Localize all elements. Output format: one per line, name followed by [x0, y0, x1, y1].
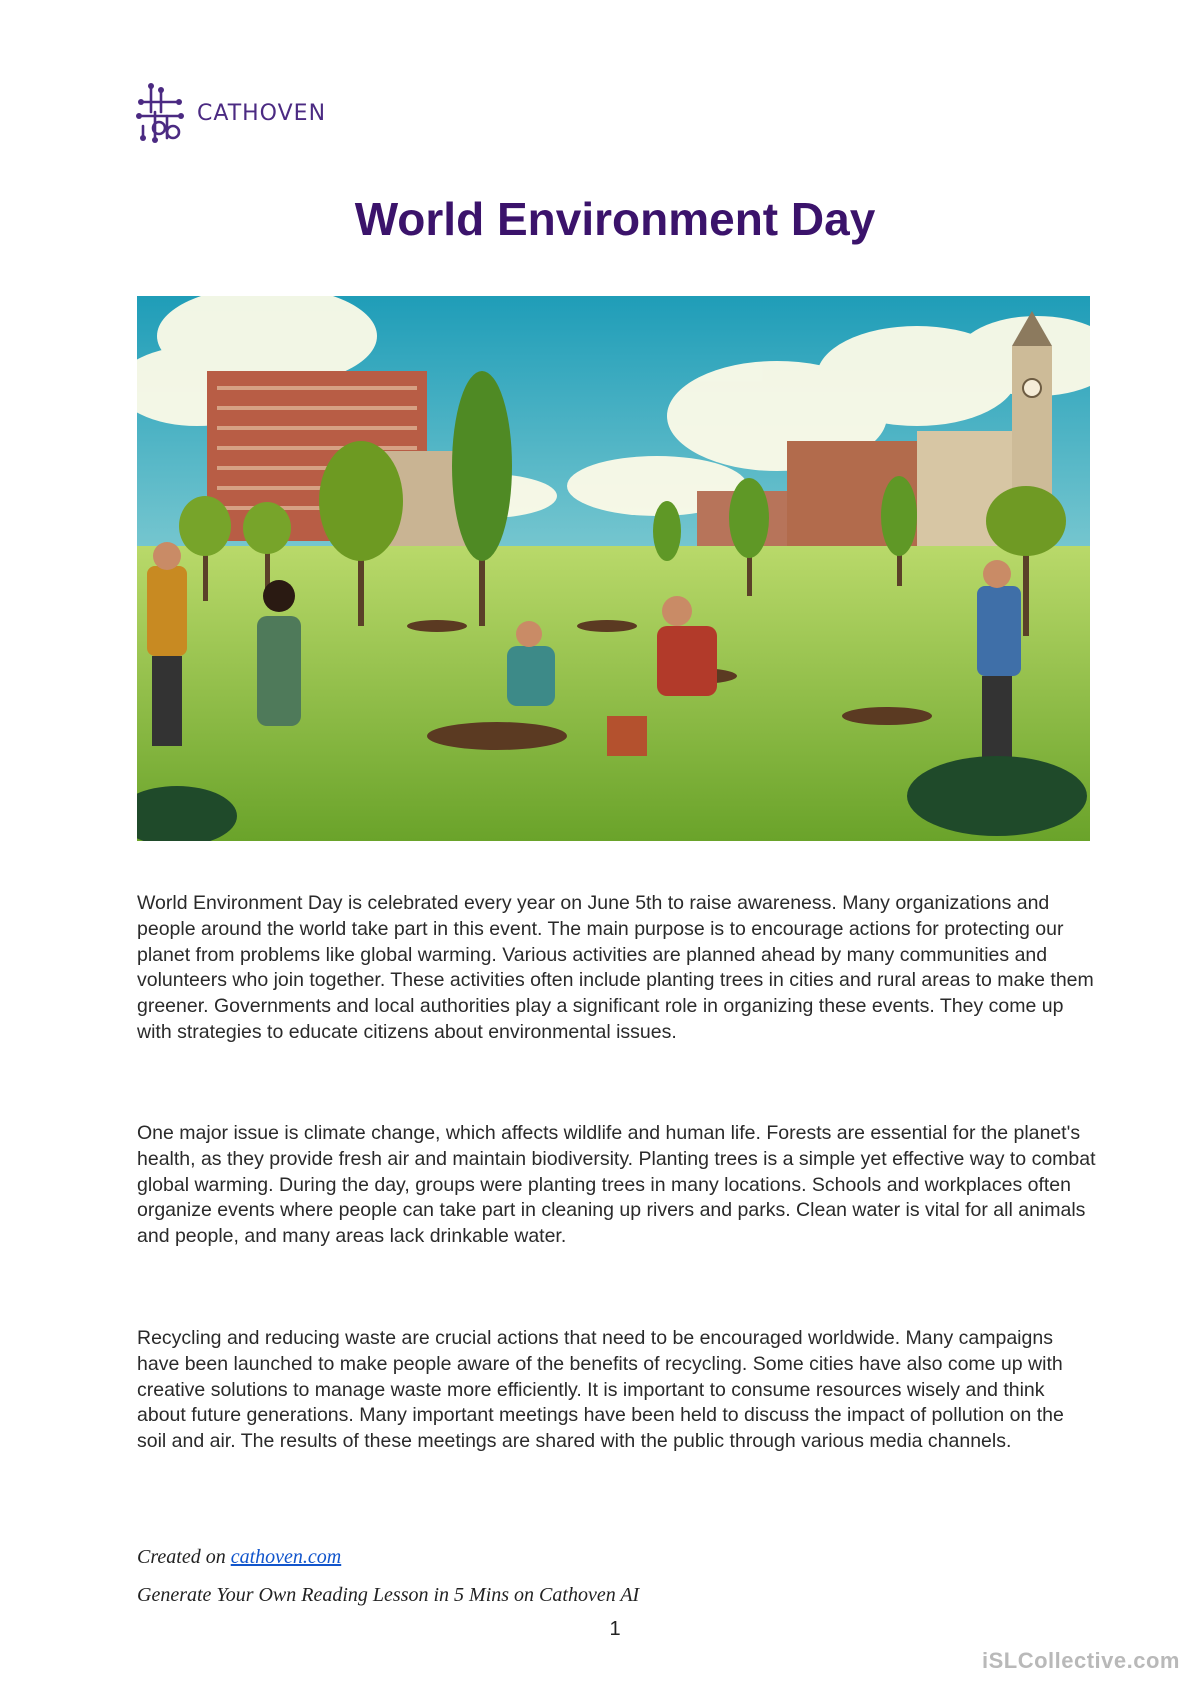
cathoven-link[interactable]: cathoven.com	[230, 1546, 342, 1568]
page-number: 1	[609, 1618, 621, 1640]
paragraph-3: Recycling and reducing waste are crucial actions that need to be encouraged worldwide. Many campaigns have been launched to make people aware of the benefits of recycling. Some cities have also come up with creative solutions to manage waste more efficiently. It is important to consume resources wisely and think about future generations. Many important meetings have been held to discuss the impact of pollution on the soil and air. The results of these meetings are shared with the public through various media channels.	[137, 1327, 1064, 1453]
page-title: World Environment Day	[354, 193, 876, 245]
watermark: iSLCollective.com	[981, 1648, 1180, 1673]
created-on-line	[137, 1546, 341, 1569]
logo-text: CATHOVEN	[197, 100, 327, 126]
hero-image	[137, 296, 1090, 841]
created-prefix: Created on	[137, 1546, 231, 1568]
cathoven-logo	[135, 82, 326, 144]
paragraph-2: One major issue is climate change, which affects wildlife and human life. Forests are essential for the planet's health, as they provide fresh air and maintain biodiversity. Planting trees is a simple yet effective way to combat global warming. During the day, groups were planting trees in many locations. Schools and workplaces often organize events where people can take part in cleaning up rivers and parks. Clean water is vital for all animals and people, and many areas lack drinkable water.	[137, 1122, 1096, 1248]
paragraph-1: World Environment Day is celebrated every year on June 5th to raise awareness. Many organizations and people around the world take part in this event. The main purpose is to encourage actions for protecting our planet from problems like global warming. Various activities are planned ahead by many communities and volunteers who join together. These activities often include planting trees in cities and rural areas to make them greener. Governments and local authorities play a significant role in organizing these events. They come up with strategies to educate citizens about environmental issues.	[137, 892, 1094, 1043]
generate-line: Generate Your Own Reading Lesson in 5 Mins on Cathoven AI	[137, 1584, 640, 1606]
cathoven-logo-icon	[135, 82, 185, 144]
tree-planting-illustration	[137, 296, 1090, 841]
